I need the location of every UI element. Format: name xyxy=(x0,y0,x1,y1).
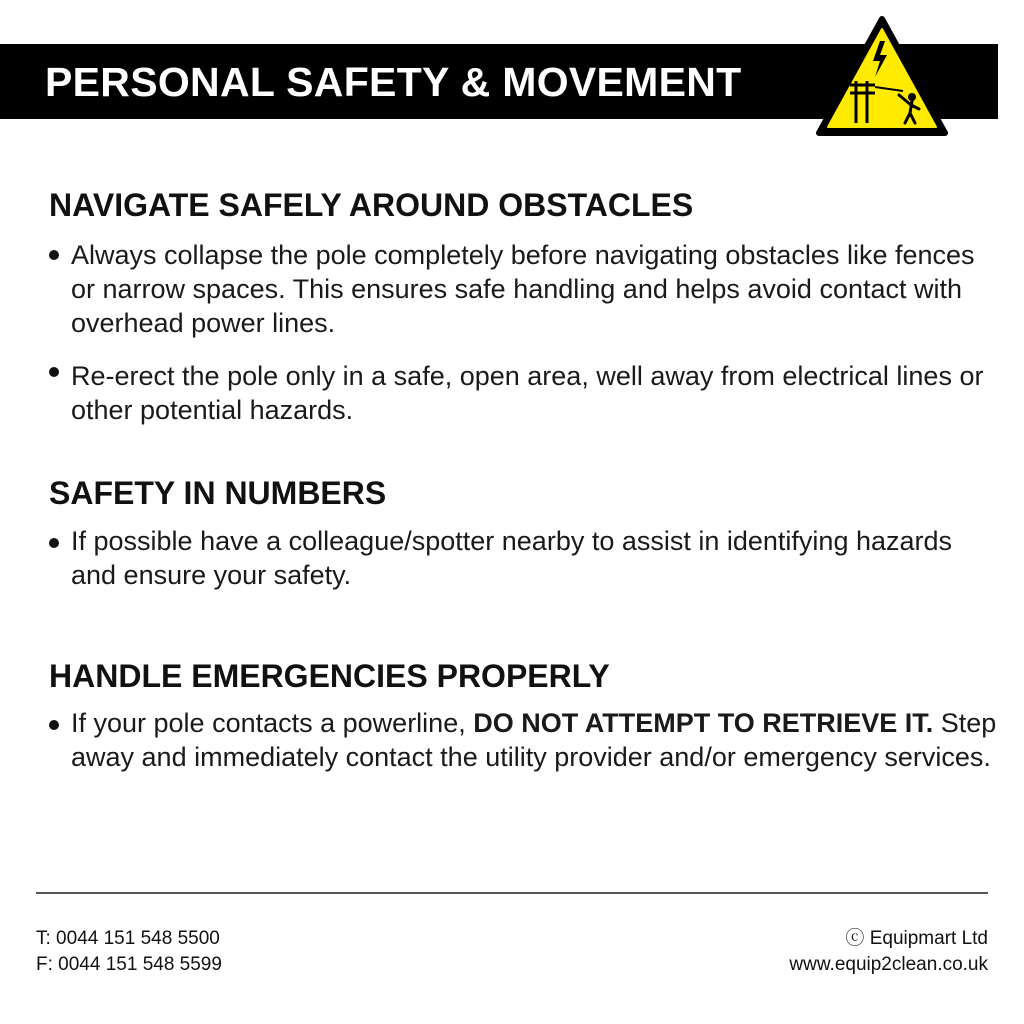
website-link[interactable]: www.equip2clean.co.uk xyxy=(789,954,988,975)
bullet-dot xyxy=(49,720,59,730)
page-title: PERSONAL SAFETY & MOVEMENT xyxy=(45,59,742,105)
bullet-dot xyxy=(49,250,59,260)
list-item-text-start: If your pole contacts a powerline, xyxy=(71,708,474,738)
list-item xyxy=(49,524,999,592)
list-item xyxy=(49,706,999,774)
list-item-text: If possible have a colleague/spotter nearby to assist in identifying hazards and ensure your safety. xyxy=(71,526,953,590)
list-item xyxy=(49,238,999,340)
list-item xyxy=(49,359,999,427)
footer-company xyxy=(789,926,988,978)
copyright-notice: ⓒ Equipmart Ltd xyxy=(845,928,988,949)
list-item-text: Re-erect the pole only in a safe, open area, well away from electrical lines or other potential hazards. xyxy=(71,361,984,425)
electrical-hazard-warning-icon xyxy=(815,15,949,139)
section-heading-obstacles: NAVIGATE SAFELY AROUND OBSTACLES xyxy=(49,187,694,223)
section-heading-numbers: SAFETY IN NUMBERS xyxy=(49,475,387,511)
list-item-text: Always collapse the pole completely before navigating obstacles like fences or narrow spaces. This ensures safe handling and helps avoid contact with overhead power lines. xyxy=(71,240,975,338)
bullet-dot xyxy=(49,367,59,377)
bullet-dot xyxy=(49,538,59,548)
section-heading-emergencies: HANDLE EMERGENCIES PROPERLY xyxy=(49,658,610,694)
list-item-text xyxy=(71,706,999,774)
phone-number: T: 0044 151 548 5500 xyxy=(36,928,220,949)
list-item-text-end: Step away and immediately contact the utility provider and/or emergency services. xyxy=(71,708,997,772)
emphasis-warning: DO NOT ATTEMPT TO RETRIEVE IT. xyxy=(473,708,934,738)
footer-contact xyxy=(36,926,222,978)
footer-divider xyxy=(36,892,988,894)
fax-number: F: 0044 151 548 5599 xyxy=(36,954,222,975)
